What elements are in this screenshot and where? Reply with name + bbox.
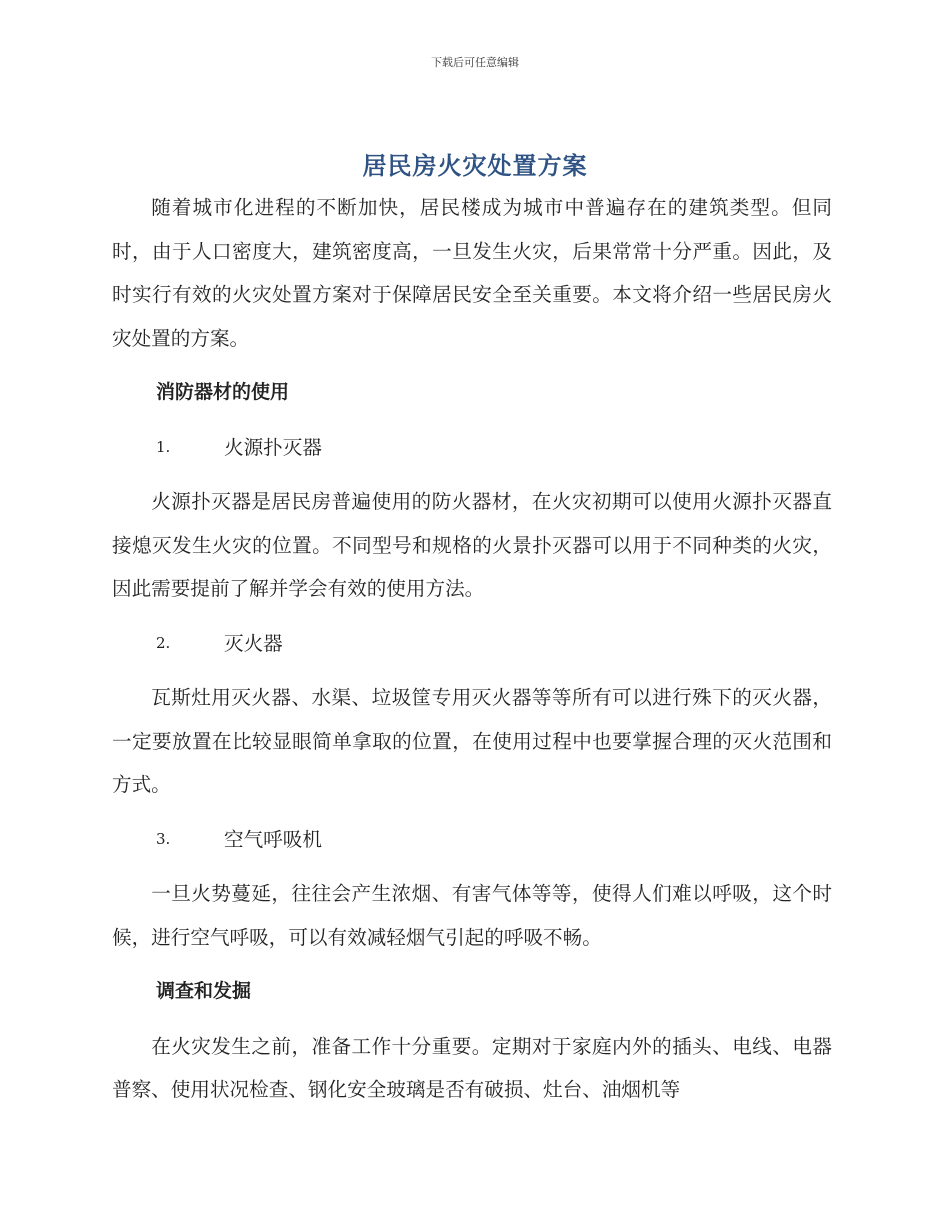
inspection-paragraph: 在火灾发生之前，准备工作十分重要。定期对于家庭内外的插头、电线、电器普察、使用状况检查、钢化安全玻璃是否有破损、灶台、油烟机等 xyxy=(112,1034,832,1101)
item-paragraph: 一旦火势蔓延，往往会产生浓烟、有害气体等等，使得人们难以呼吸，这个时候，进行空气呼吸，可以有效减轻烟气引起的呼吸不畅。 xyxy=(112,882,832,949)
list-label: 灭火器 xyxy=(224,631,283,655)
list-item xyxy=(112,818,832,862)
list-item xyxy=(112,622,832,666)
section-heading-equipment: 消防器材的使用 xyxy=(156,381,290,403)
document-body xyxy=(112,186,832,1112)
list-label: 空气呼吸机 xyxy=(224,827,322,851)
list-label: 火源扑灭器 xyxy=(224,435,322,459)
item-paragraph: 火源扑灭器是居民房普遍使用的防火器材，在火灾初期可以使用火源扑灭器直接熄灭发生火灾的位置。不同型号和规格的火景扑灭器可以用于不同种类的火灾，因此需要提前了解并学会有效的使用方法。 xyxy=(112,490,832,600)
section-heading-inspection: 调查和发掘 xyxy=(156,980,252,1002)
list-item xyxy=(112,426,832,470)
document-title: 居民房火灾处置方案 xyxy=(362,152,588,180)
header-note: 下载后可任意编辑 xyxy=(431,56,519,69)
list-number: 3. xyxy=(156,829,171,848)
list-number: 2. xyxy=(156,633,171,652)
list-number: 1. xyxy=(156,437,171,456)
intro-paragraph: 随着城市化进程的不断加快，居民楼成为城市中普遍存在的建筑类型。但同时，由于人口密度大，建筑密度高，一旦发生火灾，后果常常十分严重。因此，及时实行有效的火灾处置方案对于保障居民安全至关重要。本文将介绍一些居民房火灾处置的方案。 xyxy=(112,196,832,350)
item-paragraph: 瓦斯灶用灭火器、水渠、垃圾筐专用灭火器等等所有可以进行殊下的灭火器，一定要放置在比较显眼简单拿取的位置，在使用过程中也要掌握合理的灭火范围和方式。 xyxy=(112,686,832,796)
